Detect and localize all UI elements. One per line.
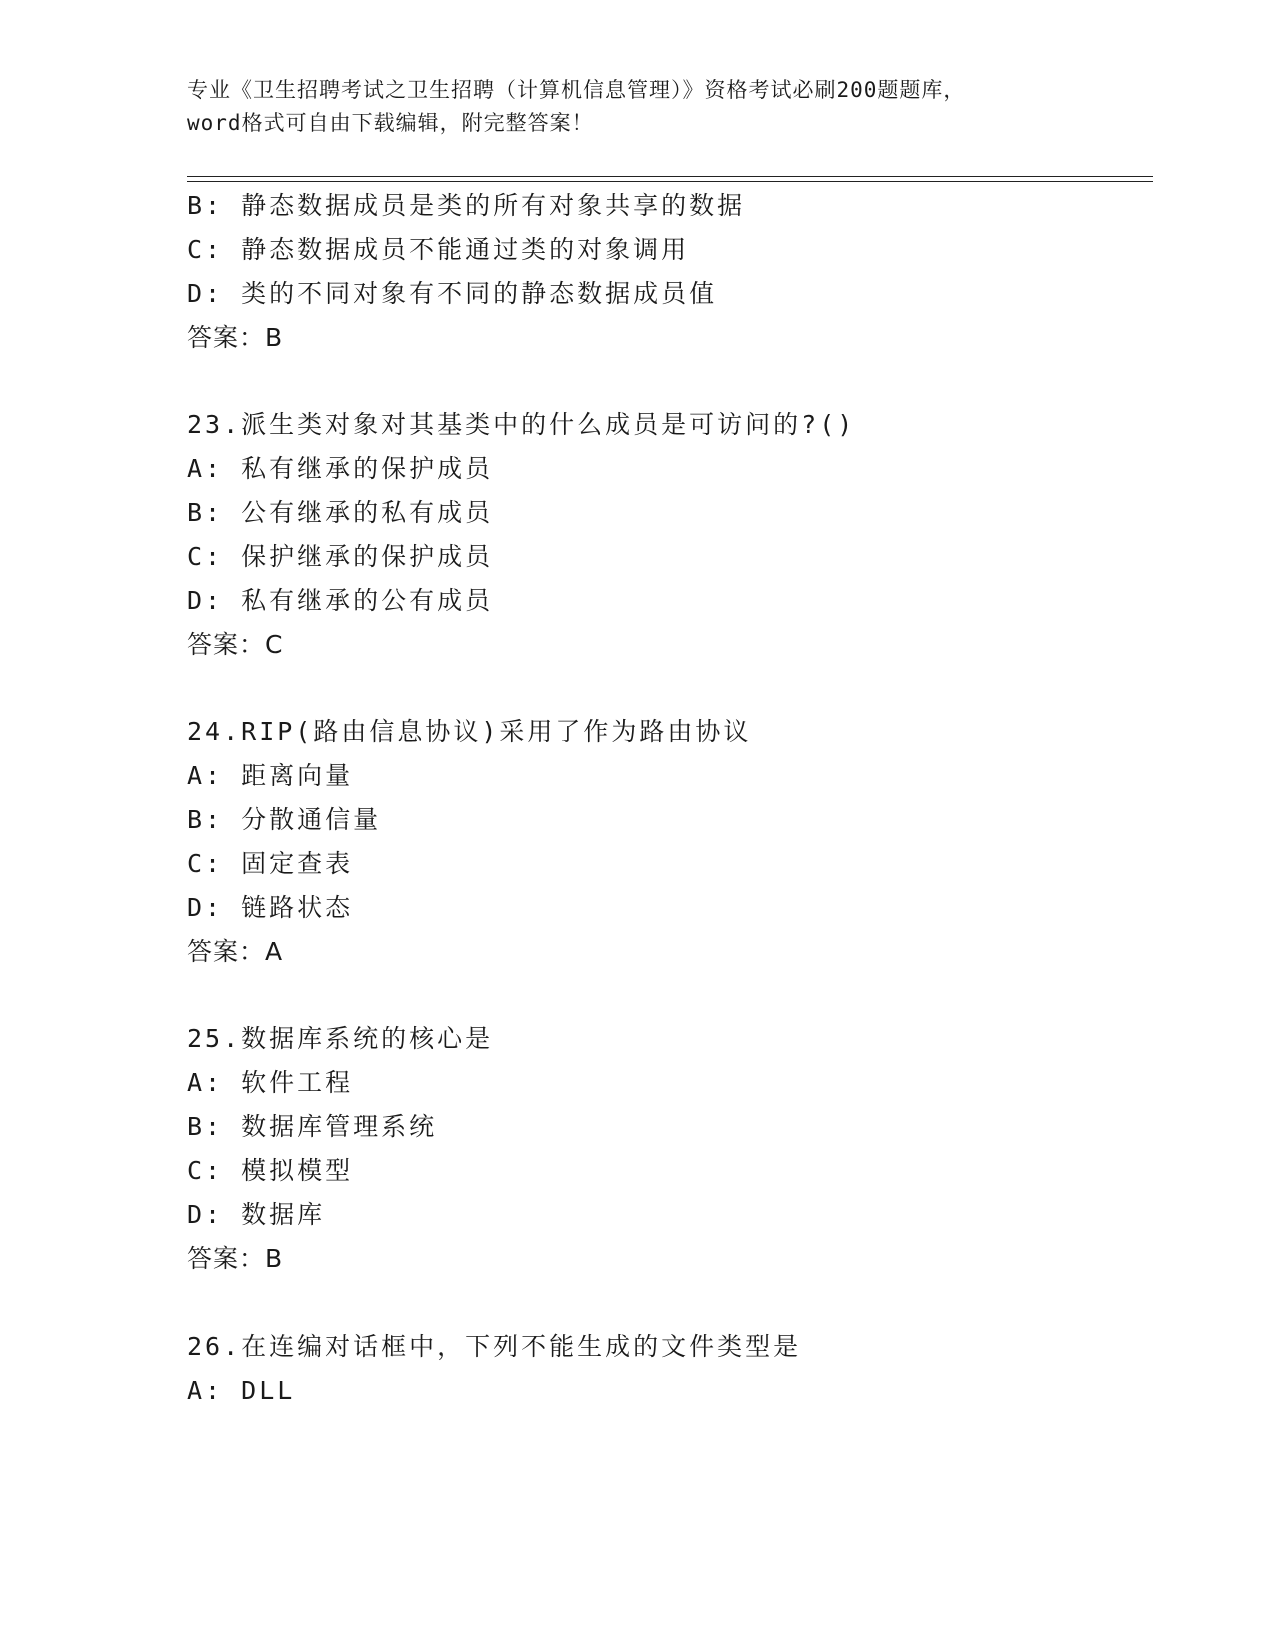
q22-option-d: D: 类的不同对象有不同的静态数据成员值 [187,279,718,308]
q23-option-c: C: 保护继承的保护成员 [187,542,494,571]
header-divider-bottom [187,181,1153,182]
header-line-1: 专业《卫生招聘考试之卫生招聘（计算机信息管理）》资格考试必刷200题题库， [187,78,966,102]
q23-option-d: D: 私有继承的公有成员 [187,586,494,615]
document-header [187,74,1087,140]
q22-option-c: C: 静态数据成员不能通过类的对象调用 [187,235,690,264]
q22-option-b: B: 静态数据成员是类的所有对象共享的数据 [187,191,746,220]
q25-answer: 答案：B [187,1244,284,1273]
q23-option-a: A: 私有继承的保护成员 [187,454,494,483]
q24-option-d: D: 链路状态 [187,893,354,922]
q26-question: 26.在连编对话框中，下列不能生成的文件类型是 [187,1332,802,1361]
q26-option-a: A: DLL [187,1376,296,1405]
q24-answer: 答案：A [187,937,284,966]
header-divider-top [187,176,1153,177]
q23-question: 23.派生类对象对其基类中的什么成员是可访问的?() [187,410,856,439]
q24-option-c: C: 固定查表 [187,849,354,878]
q25-option-a: A: 软件工程 [187,1068,354,1097]
q24-question: 24.RIP(路由信息协议)采用了作为路由协议 [187,717,752,746]
q24-option-a: A: 距离向量 [187,761,354,790]
q23-option-b: B: 公有继承的私有成员 [187,498,494,527]
q24-option-b: B: 分散通信量 [187,805,382,834]
q22-answer: 答案：B [187,323,284,352]
q25-option-b: B: 数据库管理系统 [187,1112,438,1141]
q25-question: 25.数据库系统的核心是 [187,1024,494,1053]
header-line-2: word格式可自由下载编辑，附完整答案！ [187,111,594,135]
q25-option-d: D: 数据库 [187,1200,326,1229]
q25-option-c: C: 模拟模型 [187,1156,354,1185]
q23-answer: 答案：C [187,630,284,659]
